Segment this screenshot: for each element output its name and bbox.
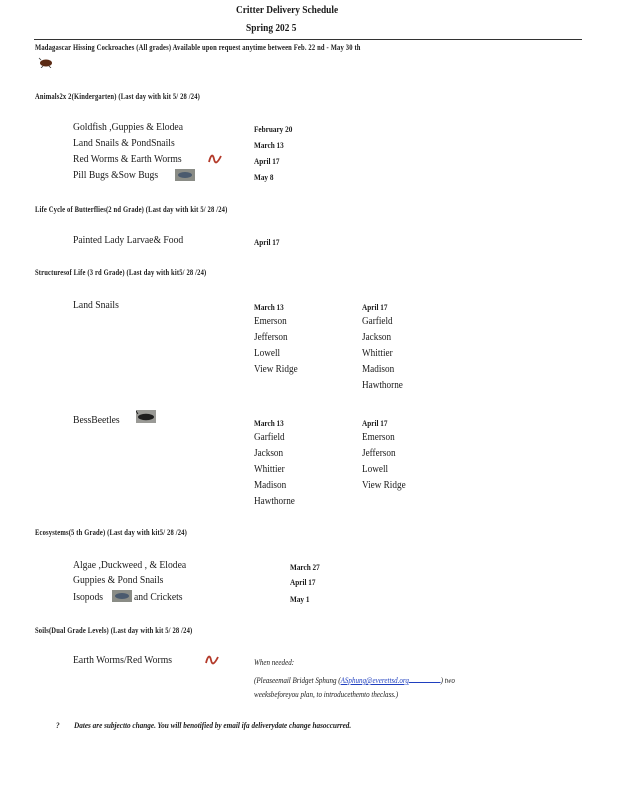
list-item: Goldfish ,Guppies & Elodea xyxy=(73,122,184,133)
pill-bug-icon xyxy=(175,169,195,181)
list-item: Painted Lady Larvae& Food xyxy=(73,235,184,246)
delivery-date: May 1 xyxy=(290,594,310,604)
list-item: Algae ,Duckweed , & Elodea xyxy=(73,560,187,571)
school-name: Garfield xyxy=(362,316,393,327)
page-title: Critter Delivery Schedule xyxy=(236,4,339,16)
school-name: Whittier xyxy=(362,348,393,359)
school-name: Jefferson xyxy=(362,448,396,459)
school-name: Emerson xyxy=(362,432,395,443)
delivery-date: March 27 xyxy=(290,562,320,572)
delivery-date: April 17 xyxy=(362,418,388,428)
school-name: Garfield xyxy=(254,432,285,443)
school-name: Madison xyxy=(362,364,395,375)
header-rule xyxy=(34,39,582,40)
school-name: Emerson xyxy=(254,316,287,327)
page-subtitle: Spring 202 5 xyxy=(246,22,297,34)
school-name: Jackson xyxy=(254,448,284,459)
school-name: Whittier xyxy=(254,464,285,475)
list-item: and Crickets xyxy=(134,592,183,603)
cockroach-icon xyxy=(38,57,54,68)
worm-icon xyxy=(204,653,220,665)
list-item: Land Snails & PondSnails xyxy=(73,138,175,149)
delivery-date: April 17 xyxy=(290,577,316,587)
footer-mark: ? xyxy=(56,720,60,730)
list-item: Guppies & Pond Snails xyxy=(73,575,164,586)
list-item: Earth Worms/Red Worms xyxy=(73,655,172,666)
ecosystems-header: Ecosystems(5 th Grade) (Last day with kit5/ 28 /24) xyxy=(35,528,187,537)
footer-note: Dates are subjectto change. You will benotified by email ifa deliverydate change hasoccurred. xyxy=(74,720,352,730)
school-name: Jackson xyxy=(362,332,392,343)
animals-header: Animals2x 2(Kindergarten) (Last day with kit 5/ 28 /24) xyxy=(35,92,201,101)
soils-note-text: (Pleaseemail Bridget Sphung ( xyxy=(254,676,341,685)
soils-header: Soils(Dual Grade Levels) (Last day with kit 5/ 28 /24) xyxy=(35,626,193,635)
delivery-date: February 20 xyxy=(254,124,293,134)
email-link-underline xyxy=(409,674,441,683)
soils-note-text: ) two xyxy=(440,676,455,685)
delivery-date: March 13 xyxy=(254,302,284,312)
school-name: Lowell xyxy=(254,348,281,359)
worm-icon xyxy=(207,152,223,164)
delivery-date: March 13 xyxy=(254,418,284,428)
madagascar-header: Madagascar Hissing Cockroaches (All grades) Available upon request anytime between Feb. 22 nd - May 30 th xyxy=(35,43,361,52)
soils-note: When needed: xyxy=(254,658,295,667)
email-link[interactable]: ASphung@everettsd.org xyxy=(340,676,409,685)
delivery-date: May 8 xyxy=(254,172,274,182)
school-name: Madison xyxy=(254,480,287,491)
isopod-icon xyxy=(112,590,132,602)
school-name: Lowell xyxy=(362,464,389,475)
school-name: View Ridge xyxy=(254,364,298,375)
school-name: View Ridge xyxy=(362,480,406,491)
butterflies-header: Life Cycle of Butterflies(2 nd Grade) (Last day with kit 5/ 28 /24) xyxy=(35,205,228,214)
list-item-prefix: Isopods xyxy=(73,592,104,603)
list-item: Land Snails xyxy=(73,300,119,311)
list-item: Pill Bugs &Sow Bugs xyxy=(73,170,159,181)
delivery-date: April 17 xyxy=(362,302,388,312)
delivery-date: April 17 xyxy=(254,237,280,247)
list-item: BessBeetles xyxy=(73,415,120,426)
delivery-date: March 13 xyxy=(254,140,284,150)
school-name: Jefferson xyxy=(254,332,288,343)
soils-note xyxy=(254,674,455,685)
soils-note: weeksbeforeyou plan, to introducethemto theclass.) xyxy=(254,690,399,699)
school-name: Hawthorne xyxy=(254,496,295,507)
school-name: Hawthorne xyxy=(362,380,403,391)
structures-header: Structuresof Life (3 rd Grade) (Last day with kit5/ 28 /24) xyxy=(35,268,207,277)
delivery-date: April 17 xyxy=(254,156,280,166)
list-item: Red Worms & Earth Worms xyxy=(73,154,182,165)
beetle-icon xyxy=(136,410,156,423)
